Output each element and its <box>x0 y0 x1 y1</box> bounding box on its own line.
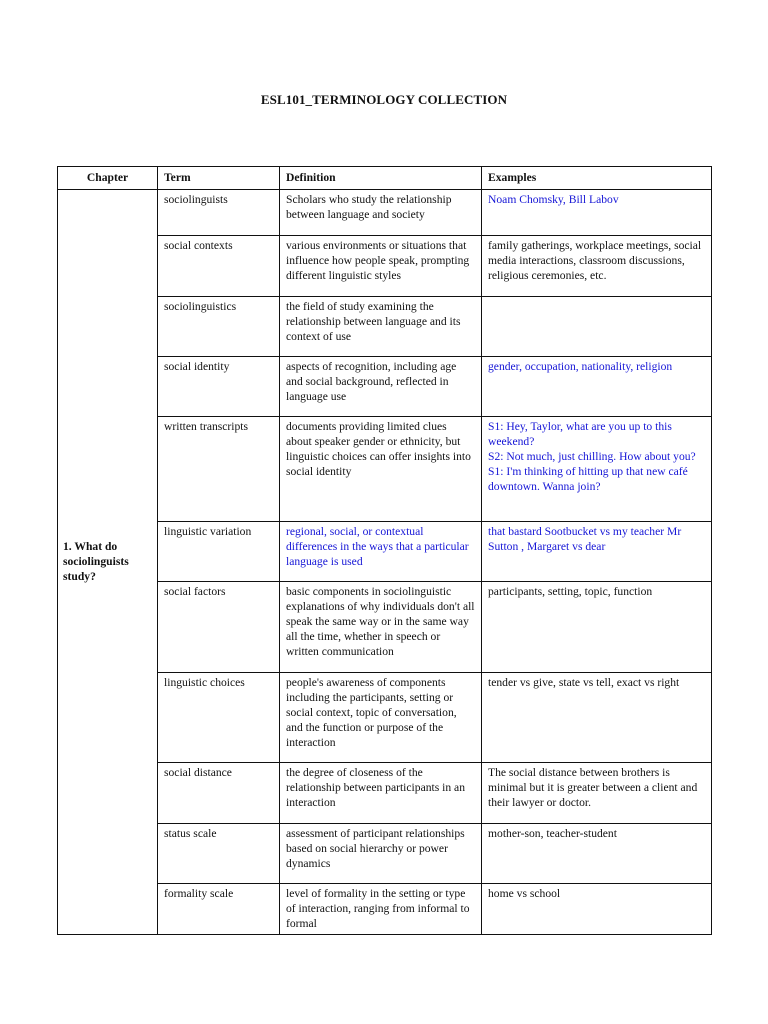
column-header-definition: Definition <box>280 167 482 190</box>
term-cell: linguistic choices <box>158 673 280 763</box>
examples-cell <box>482 417 712 522</box>
table-body <box>58 190 712 935</box>
example-line: tender vs give, state vs tell, exact vs right <box>488 676 680 689</box>
examples-cell <box>482 884 712 935</box>
term-cell: social factors <box>158 582 280 673</box>
definition-cell: the degree of closeness of the relationship between participants in an interaction <box>280 763 482 824</box>
examples-cell <box>482 582 712 673</box>
term-cell: linguistic variation <box>158 522 280 582</box>
column-header-term: Term <box>158 167 280 190</box>
example-line: The social distance between brothers is minimal but it is greater between a client and their lawyer or doctor. <box>488 766 698 809</box>
definition-cell: Scholars who study the relationship between language and society <box>280 190 482 236</box>
term-cell: sociolinguistics <box>158 297 280 357</box>
example-line: mother-son, teacher-student <box>488 827 617 840</box>
definition-cell: documents providing limited clues about speaker gender or ethnicity, but linguistic choices can offer insights into social identity <box>280 417 482 522</box>
example-line: that bastard Sootbucket vs my teacher Mr Sutton , Margaret vs dear <box>488 525 682 553</box>
examples-cell <box>482 297 712 357</box>
term-cell: social identity <box>158 357 280 417</box>
page-title: ESL101_TERMINOLOGY COLLECTION <box>260 92 508 107</box>
definition-cell: people's awareness of components including the participants, setting or social context, topic of conversation, and the function or purpose of the interaction <box>280 673 482 763</box>
examples-cell <box>482 190 712 236</box>
table-row <box>58 190 712 236</box>
term-cell: social contexts <box>158 236 280 297</box>
examples-cell <box>482 357 712 417</box>
term-cell: written transcripts <box>158 417 280 522</box>
example-line: gender, occupation, nationality, religion <box>488 360 673 373</box>
examples-cell <box>482 522 712 582</box>
term-cell: social distance <box>158 763 280 824</box>
definition-cell: level of formality in the setting or type of interaction, ranging from informal to formal <box>280 884 482 935</box>
example-line: participants, setting, topic, function <box>488 585 653 598</box>
terminology-table <box>57 166 712 935</box>
example-line: Noam Chomsky, Bill Labov <box>488 193 619 206</box>
definition-cell: the field of study examining the relationship between language and its context of use <box>280 297 482 357</box>
column-header-chapter: Chapter <box>58 167 158 190</box>
example-line: S1: Hey, Taylor, what are you up to this weekend? <box>488 420 672 448</box>
term-cell: formality scale <box>158 884 280 935</box>
definition-cell: basic components in sociolinguistic explanations of why individuals don't all speak the same way or in the same way all the time, whether in speech or written communication <box>280 582 482 673</box>
examples-cell <box>482 673 712 763</box>
definition-cell: regional, social, or contextual differences in the ways that a particular language is used <box>280 522 482 582</box>
definition-cell: aspects of recognition, including age and social background, reflected in language use <box>280 357 482 417</box>
examples-cell <box>482 763 712 824</box>
term-cell: status scale <box>158 824 280 884</box>
examples-cell <box>482 236 712 297</box>
example-line: S2: Not much, just chilling. How about you? <box>488 450 696 463</box>
example-line: S1: I'm thinking of hitting up that new café downtown. Wanna join? <box>488 465 688 493</box>
example-line: family gatherings, workplace meetings, social media interactions, classroom discussions, religious ceremonies, etc. <box>488 239 702 282</box>
table-header-row <box>58 167 712 190</box>
example-line: home vs school <box>488 887 561 900</box>
chapter-cell: 1. What do sociolinguists study? <box>58 190 158 935</box>
examples-cell <box>482 824 712 884</box>
term-cell: sociolinguists <box>158 190 280 236</box>
definition-cell: various environments or situations that influence how people speak, prompting different linguistic styles <box>280 236 482 297</box>
definition-cell: assessment of participant relationships based on social hierarchy or power dynamics <box>280 824 482 884</box>
column-header-examples: Examples <box>482 167 712 190</box>
